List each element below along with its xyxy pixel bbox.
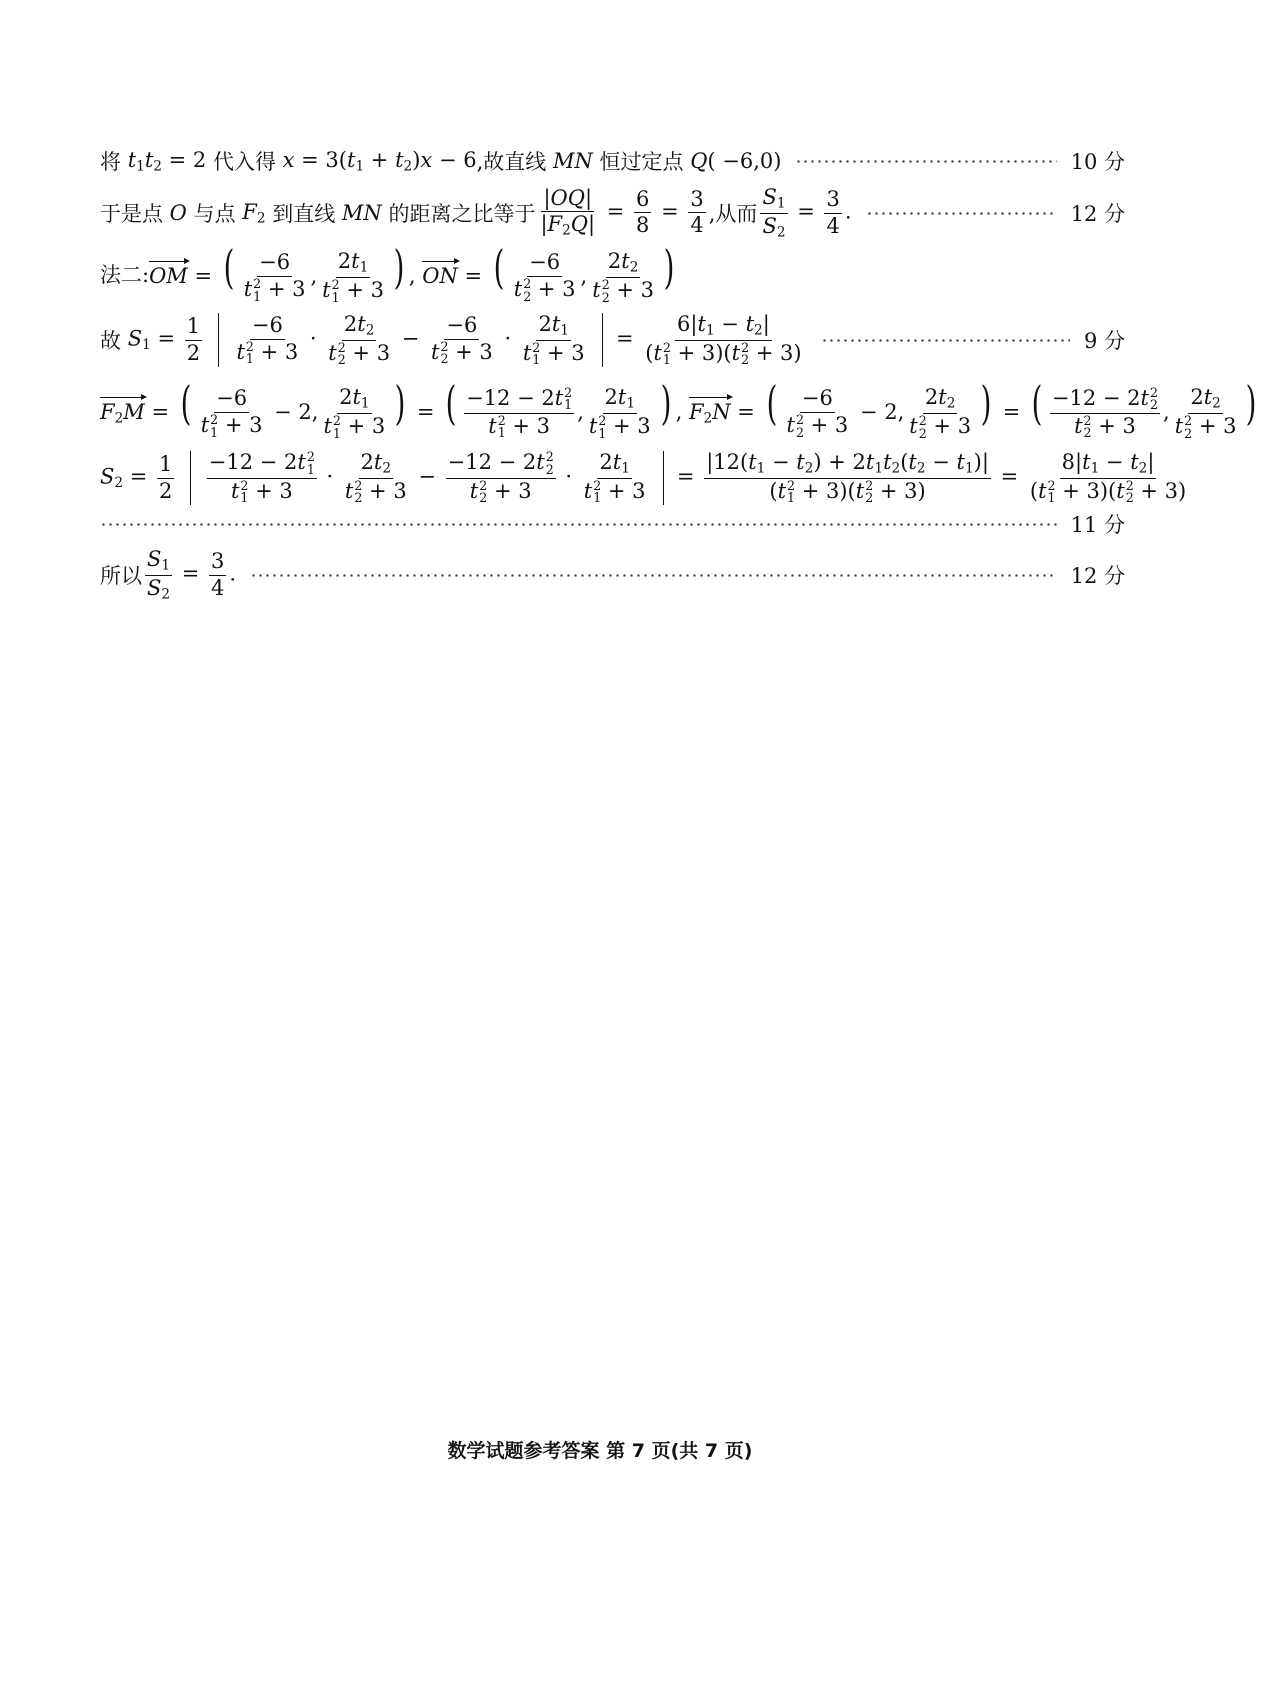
dot-leader	[866, 212, 1057, 215]
solution-line-4	[100, 312, 1125, 368]
page-footer: 数学试题参考答案 第 7 页(共 7 页)	[447, 1440, 753, 1462]
math-expression: $x = 3(t_1 + t_2)x - 6$	[282, 147, 477, 175]
score-label: 9 分	[1083, 329, 1125, 353]
dot-leader	[100, 523, 1057, 526]
math-expression: $\frac{S_1}{S_2}$ = $\frac{3}{4}$ .	[147, 546, 237, 602]
math-expression: $\frac{S_1}{S_2}$ = $\frac{3}{4}$ .	[762, 184, 852, 240]
text-fragment: 将	[100, 150, 121, 174]
text-fragment: 到直线	[272, 202, 336, 226]
solution-line-2	[100, 184, 1125, 240]
solution-line-7	[100, 510, 1125, 538]
score-label: 10 分	[1070, 150, 1125, 174]
math-expression: $t_1t_2 = 2$	[127, 147, 213, 175]
solution-line-3	[100, 239, 1125, 305]
math-expression: OM = ( −6 t 2 1 + 3 , $2t_1$ t 2 1 + 3 ) , ON = ( −6 t 2 2 + 3 , $2t_2$ t 2 2 + 3 )	[149, 239, 675, 305]
text-fragment: ,故直线	[476, 150, 547, 174]
math-expression: $S_1$ = $\frac{1}{2}$ −6 t 2 1 + 3 · $2t_2$ t 2 2 + 3 − −6 t 2 2 + 3 · $2t_1$ t 2 1 + 3 = $6|t_1 - t_2|$ (t 2 1 + 3)(t 2 2 + 3)	[127, 312, 802, 368]
score-label: 12 分	[1070, 564, 1125, 588]
solution-line-5	[100, 375, 1257, 441]
math-expression: $F_2M$ = ( −6 t 2 1 + 3 − 2, $2t_1$ t 2 1 + 3 ) = ( −12 − 2t 2 1 t 2 1 + 3 , $2t_1$ t 2 1 + 3 ) , $F_2N$ = ( −6 t 2 2 + 3 − 2, $2t_2$ t 2 2 + 3 ) = ( −12 − 2t 2 2 t 2 2 + 3 , $2t_2$ t 2 2 + 3 )	[100, 375, 1257, 441]
score-label: 11 分	[1070, 513, 1125, 537]
math-expression: $F_2$	[242, 199, 266, 227]
text-fragment: 的距离之比等于	[388, 202, 536, 226]
dot-leader	[821, 339, 1070, 342]
text-fragment: 故	[100, 329, 121, 353]
text-fragment: 与点	[193, 202, 236, 226]
score-label: 12 分	[1070, 202, 1125, 226]
solution-line-1	[100, 146, 1125, 176]
solution-line-6	[100, 448, 1187, 508]
text-fragment: ,从而	[708, 202, 758, 226]
text-fragment: 所以	[100, 564, 142, 588]
math-expression: $S_2$ = $\frac{1}{2}$ −12 − 2t 2 1 t 2 1 + 3 · $2t_2$ t 2 2 + 3 − −12 − 2t 2 2 t 2 2 + 3 · $2t_1$ t 2 1 + 3 = $|12(t_1 - t_2) + 2t_1t_2(t_2 - t_1)|$ (t 2 1 + 3)(t 2 2 + 3) = $8|t_1 - t_2|$ (t 2 1 + 3)(t 2 2 + 3)	[100, 449, 1187, 506]
math-expression: Q( −6,0)	[690, 149, 782, 173]
text-fragment: 于是点	[100, 202, 163, 226]
math-expression: MN	[546, 149, 600, 173]
text-fragment: 恒过定点	[599, 150, 684, 174]
dot-leader	[795, 160, 1056, 163]
dot-leader	[250, 574, 1057, 577]
text-fragment: 代入得	[212, 150, 276, 174]
math-expression: O	[163, 201, 194, 225]
text-fragment: 法二:	[100, 263, 150, 287]
math-expression: MN	[335, 201, 389, 225]
solution-line-8	[100, 546, 1125, 602]
math-expression: $\frac{|OQ|}{|F_2Q|}$ = $\frac{6}{8}$ = $\frac{3}{4}$	[540, 185, 704, 239]
